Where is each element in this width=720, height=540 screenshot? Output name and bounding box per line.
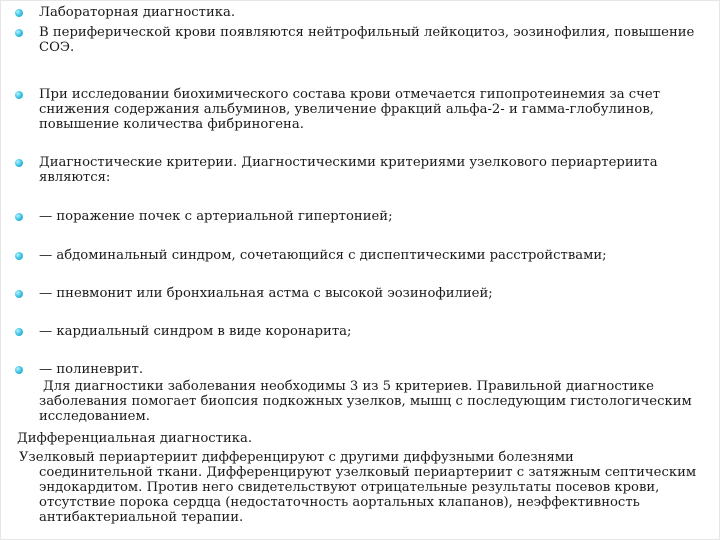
- bullet-text: Лабораторная диагностика.: [39, 5, 236, 20]
- bullet-text: — полиневрит.: [39, 362, 144, 377]
- bullet-text: Диагностические критерии. Диагностическими критериями узелкового периартериита являются:: [39, 155, 658, 185]
- bullet-dot-icon: [15, 366, 23, 374]
- bullet-text: В периферической крови появляются нейтрофильный лейкоцитоз, эозинофилия, повышение СОЭ.: [39, 25, 695, 55]
- bullet-dot-icon: [15, 290, 23, 298]
- bullet-item-kidney: [15, 209, 705, 224]
- differential-diagnosis-text: соединительной ткани. Дифференцируют узелковый периартериит с затяжным септическим эндокардитом. Против него свидетельствуют отрицательные результаты посевов крови, отсутствие порока сердца (недостаточность аортальных клапанов), неэффективность антибактериальной терапии.: [39, 465, 697, 525]
- bullet-text: — пневмонит или бронхиальная астма с высокой эозинофилией;: [39, 286, 493, 301]
- differential-diagnosis-first-line: Узелковый периартериит дифференцируют с другими диффузными болезнями: [19, 450, 574, 465]
- bullet-item-polyneuritis: [15, 362, 705, 377]
- bullet-item-diagnostic-criteria: [15, 155, 705, 185]
- bullet-dot-icon: [15, 252, 23, 260]
- bullet-dot-icon: [15, 159, 23, 167]
- bullet-dot-icon: [15, 9, 23, 17]
- bullet-text: При исследовании биохимического состава крови отмечается гипопротеинемия за счет снижения содержания альбуминов, увеличение фракций альфа-2- и гамма-глобулинов, повышение количества фибриногена.: [39, 87, 660, 132]
- bullet-item-peripheral-blood: [15, 25, 705, 55]
- bullet-dot-icon: [15, 29, 23, 37]
- bullet-item-lab-diagnostics: [15, 5, 705, 20]
- bullet-dot-icon: [15, 213, 23, 221]
- criteria-note: Для диагностики заболевания необходимы 3 из 5 критериев. Правильной диагностике заболевания помогает биопсия подкожных узелков, мышц с последующим гистологическим исследованием.: [39, 379, 692, 424]
- bullet-text: — кардиальный синдром в виде коронарита;: [39, 324, 352, 339]
- bullet-item-biochemistry: [15, 87, 705, 132]
- bullet-text: — поражение почек с артериальной гипертонией;: [39, 209, 393, 224]
- bullet-item-abdominal: [15, 248, 705, 263]
- bullet-dot-icon: [15, 328, 23, 336]
- bullet-item-pneumonitis: [15, 286, 705, 301]
- bullet-item-cardiac: [15, 324, 705, 339]
- bullet-dot-icon: [15, 91, 23, 99]
- differential-diagnosis-heading: Дифференциальная диагностика.: [17, 431, 253, 446]
- bullet-text: — абдоминальный синдром, сочетающийся с диспептическими расстройствами;: [39, 248, 607, 263]
